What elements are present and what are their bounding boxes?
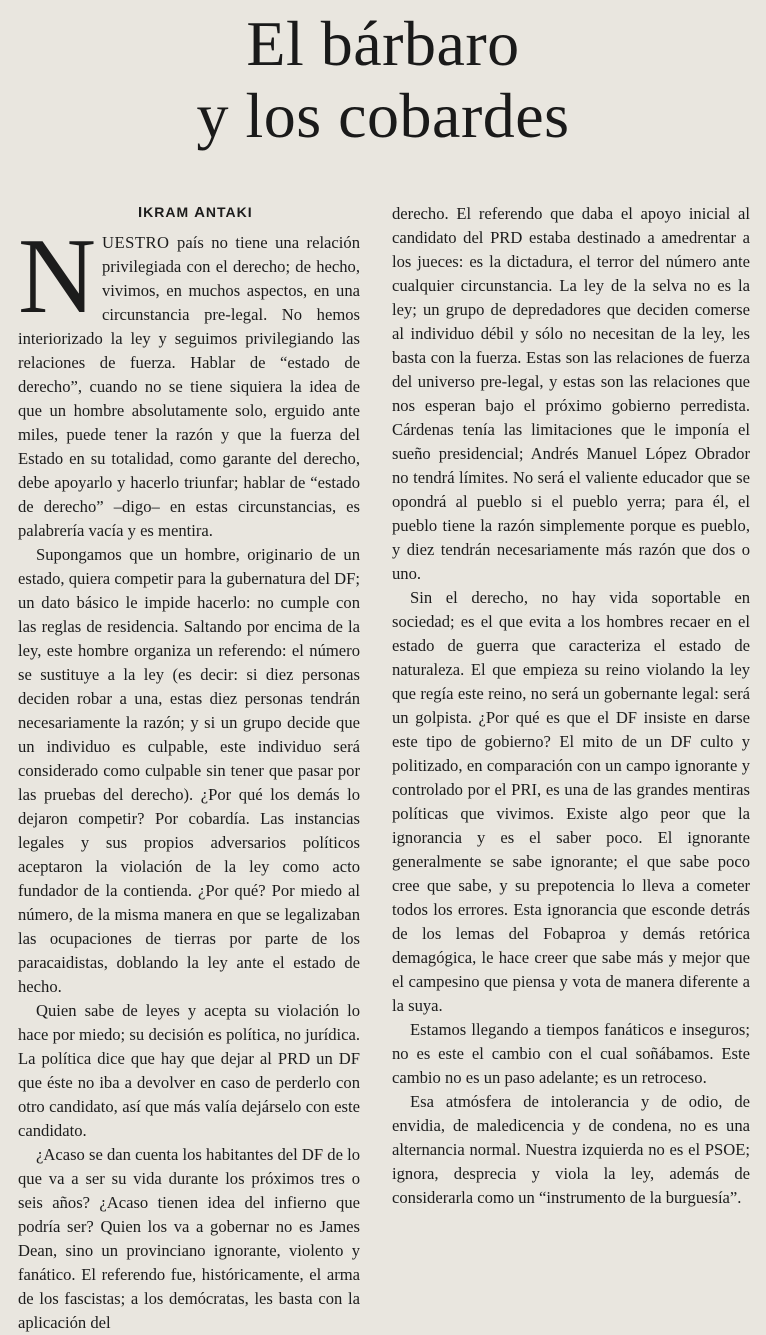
lead-small-caps: UESTRO bbox=[102, 233, 170, 252]
author-last-initial: A bbox=[194, 204, 206, 221]
paragraph-1 bbox=[18, 217, 360, 543]
author-byline bbox=[138, 204, 253, 221]
title-line-2: y los cobardes bbox=[196, 80, 570, 151]
column-left bbox=[18, 217, 360, 1335]
paragraph-7: Esa atmósfera de intolerancia y de odio, de envidia, de maledicencia y de condena, no es una alternancia normal. Nuestra izquierda no es el PSOE; ignora, desprecia y viola la ley, además de considerarla como un “instrumento de la burguesía”. bbox=[392, 1092, 750, 1207]
article-title bbox=[0, 8, 766, 152]
paragraph-4-continued: derecho. El referendo que daba el apoyo inicial al candidato del PRD estaba destinado a amedrentar a los jueces: es la dictadura, el terror del número ante cualquier circunstancia. La ley de la selva no es la ley; un grupo de depredadores que deciden comerse al individuo débil y sólo no necesitan de la ley, les basta con la fuerza. Estas son las relaciones de fuerza del universo pre-legal, y estas son las relaciones que nos esperan bajo el próximo gobierno perredista. Cárdenas tenía las limitaciones que le imponía el sueño presidencial; Andrés Manuel López Obrador no tendrá límites. No será el valiente educador que se opondrá al pueblo si el pueblo yerra; para él, el pueblo tiene la razón simplemente porque es pueblo, y diez tendrán necesariamente más razón que dos o uno. bbox=[392, 204, 750, 583]
paragraph-4: ¿Acaso se dan cuenta los habitantes del DF de lo que va a ser su vida durante los próximos tres o seis años? ¿Acaso tienen idea del infierno que podría ser? Quien los va a gobernar no es James Dean, sino un provinciano ignorante, violento y fanático. El referendo fue, históricamente, el arma de los fascistas; a los demócratas, les basta con la aplicación del bbox=[18, 1145, 360, 1332]
paragraph-6: Estamos llegando a tiempos fanáticos e inseguros; no es este el cambio con el cual soñábamos. Este cambio no es un paso adelante; es un retroceso. bbox=[392, 1020, 750, 1087]
title-line-1: El bárbaro bbox=[246, 8, 520, 79]
author-first-initial: I bbox=[138, 204, 144, 221]
paragraph-2: Supongamos que un hombre, originario de un estado, quiera competir para la gubernatura del DF; un dato básico le impide hacerlo: no cumple con las reglas de residencia. Saltando por encima de la ley, este hombre organiza un referendo: el número se sustituye a la ley (es decir: si diez personas deciden robar a una, estas diez personas tendrán necesariamente la razón; y si un grupo decide que un individuo es culpable, este individuo será considerado como culpable sin tener que pasar por las pruebas del derecho). ¿Por qué los demás lo dejaron competir? Por cobardía. Las instancias legales y sus propios adversarios políticos aceptaron la violación de la ley como acto fundador de la contienda. ¿Por qué? Por miedo al número, de la misma manera en que se legalizaban las ocupaciones de tierras por parte de los paracaidistas, doblando la ley ante el estado de hecho. bbox=[18, 545, 360, 996]
paragraph-1-text: país no tiene una relación privilegiada con el derecho; de hecho, vivimos, en muchos aspectos, en una circunstancia pre-legal. No hemos interiorizado la ley y seguimos privilegiando las relaciones de fuerza. Hablar de “estado de derecho”, cuando no se tiene siquiera la idea de que un hombre absolutamente solo, erguido ante miles, puede tener la razón y que la fuerza del Estado en su totalidad, como garante del derecho, debe apoyarlo y hacerlo triunfar; hablar de “estado de derecho” –digo– en estas circunstancias, es palabrería vacía y es mentira. bbox=[18, 233, 360, 540]
drop-cap: N bbox=[18, 217, 96, 336]
author-first-rest: KRAM bbox=[143, 204, 190, 220]
paragraph-5: Sin el derecho, no hay vida soportable en sociedad; es el que evita a los hombres recaer en el estado de guerra que caracteriza el estado de naturaleza. El que empieza su reino violando la ley que regía este reino, no será un gobernante legal: será un golpista. ¿Por qué es que el DF insiste en darse este tipo de gobierno? El mito de un DF culto y politizado, en comparación con un campo ignorante y controlado por el PRI, es una de las grandes mentiras políticas que vivimos. Existe algo peor que la ignorancia y es el saber poco. El ignorante generalmente se sabe ignorante; el que sabe poco cree que sabe, y su prepotencia lo lleva a cometer todos los errores. Esta ignorancia que esconde detrás de los lemas del Fobaproa y demás retórica demagógica, le hace creer que sabe más y mejor que el campesino que piensa y vota de manera diferente a la suya. bbox=[392, 588, 750, 1015]
paragraph-3: Quien sabe de leyes y acepta su violación lo hace por miedo; su decisión es política, no jurídica. La política dice que hay que dejar al PRD un DF que éste no iba a devolver en caso de perderlo con otro candidato, así que más valía dejárselo con este candidato. bbox=[18, 1001, 360, 1140]
column-right bbox=[392, 202, 750, 1210]
author-last-rest: NTAKI bbox=[205, 204, 253, 220]
